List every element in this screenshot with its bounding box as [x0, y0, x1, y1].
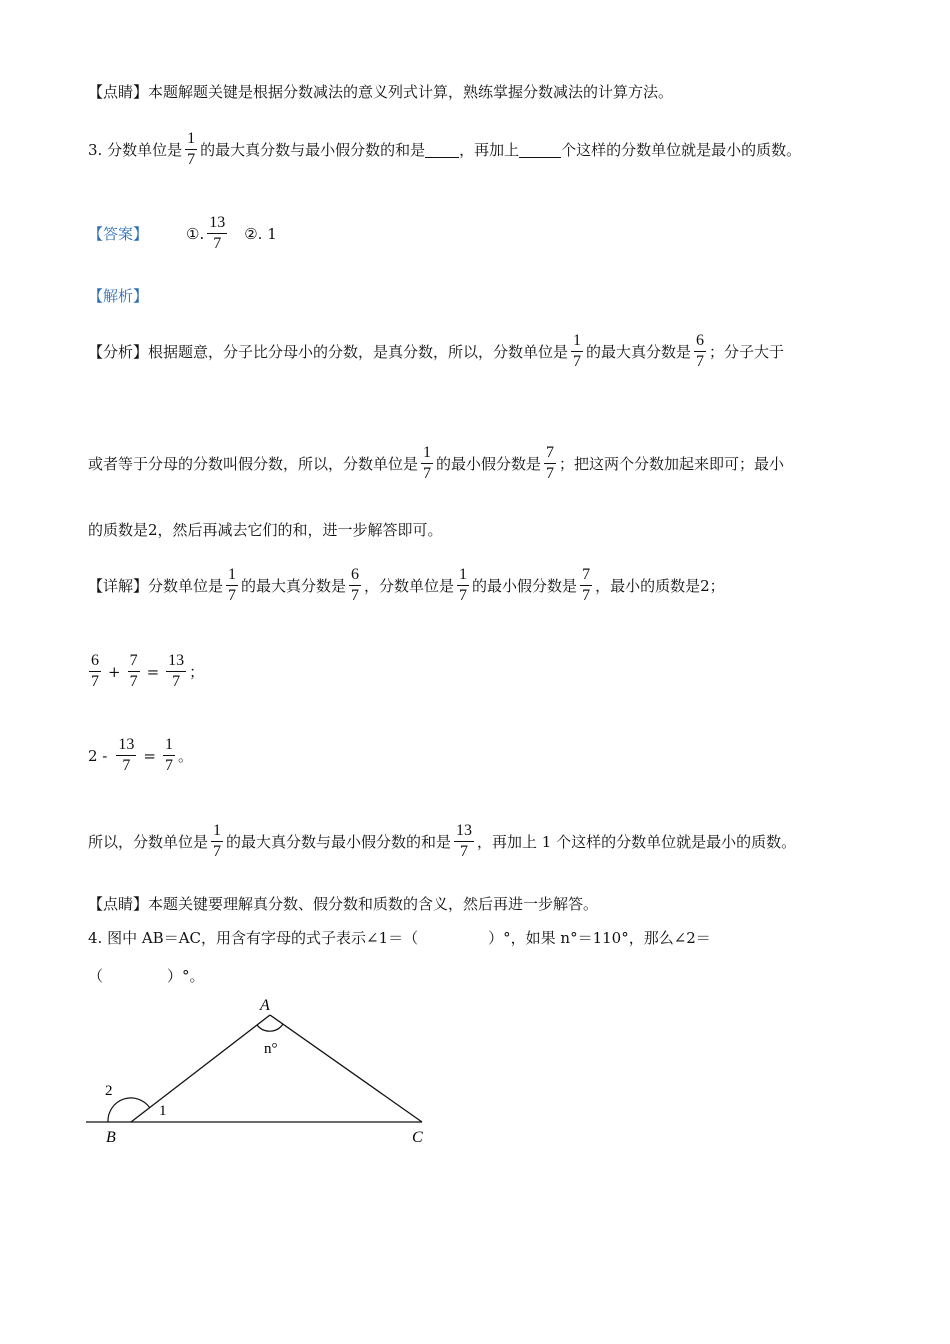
- detail-text: 的最小假分数是: [472, 576, 578, 595]
- q4-text: ）°。: [167, 967, 205, 985]
- dianjing-note-2: [88, 894, 598, 914]
- answer-blank-1[interactable]: [425, 141, 459, 158]
- fraction-thirteen-sevenths: $\frac{13}{7}$: [168, 652, 185, 690]
- equals-sign: =: [146, 662, 160, 681]
- angle-label-2: 2: [105, 1083, 113, 1099]
- equation-1: [86, 652, 204, 691]
- vertex-label-c: C: [412, 1129, 423, 1146]
- detail-text: ，分数单位是: [364, 576, 455, 595]
- side-ab: [131, 1015, 270, 1122]
- question-4-line-2: [88, 966, 205, 986]
- fraction-one-seventh: $\frac{1}{7}$: [187, 130, 196, 168]
- vertex-label-b: B: [106, 1129, 116, 1146]
- fraction-one-seventh: $\frac{1}{7}$: [423, 444, 432, 482]
- question-3: [88, 130, 801, 169]
- fraction-one-seventh: $\frac{1}{7}$: [573, 332, 582, 370]
- analysis-text: ；把这两个分数加起来即可；最小: [559, 454, 785, 473]
- analysis-line-2: [88, 444, 784, 483]
- answer-label: 【答案】: [88, 224, 149, 243]
- equals-sign: =: [143, 746, 156, 765]
- analysis-text: 【分析】根据题意，分子比分母小的分数，是真分数，所以，分数单位是: [88, 342, 569, 361]
- fraction-one-seventh: $\frac{1}{7}$: [228, 566, 237, 604]
- fraction-one-seventh: $\frac{1}{7}$: [164, 736, 173, 774]
- eq1-end: ；: [189, 662, 205, 681]
- fraction-one-seventh: $\frac{1}{7}$: [213, 822, 222, 860]
- jiexi-heading: [88, 286, 148, 306]
- detail-line: [88, 566, 725, 605]
- angle-label-1: 1: [159, 1103, 167, 1119]
- dianjing-text: 【点睛】本题关键要理解真分数、假分数和质数的含义，然后再进一步解答。: [88, 895, 599, 913]
- equation-2: [88, 736, 193, 775]
- q3-text-1: 3. 分数单位是: [88, 140, 183, 159]
- angle-n-arc: [257, 1024, 283, 1031]
- dianjing-text: 【点睛】本题解题关键是根据分数减法的意义列式计算，熟练掌握分数减法的计算方法。: [88, 83, 674, 101]
- question-4-line-1: [88, 928, 711, 948]
- analysis-text: 的质数是2，然后再减去它们的和，进一步解答即可。: [88, 521, 443, 539]
- dianjing-note-1: [88, 82, 673, 102]
- fraction-one-seventh: $\frac{1}{7}$: [459, 566, 468, 604]
- fraction-thirteen-sevenths: $\frac{13}{7}$: [118, 736, 135, 774]
- q3-text-4: 个这样的分数单位就是最小的质数。: [561, 140, 802, 159]
- jiexi-label: 【解析】: [88, 287, 149, 305]
- detail-text: ，最小的质数是2；: [595, 576, 725, 595]
- eq2-end: 。: [177, 746, 193, 765]
- fraction-seven-sevenths: $\frac{7}{7}$: [582, 566, 591, 604]
- conclusion-text: 所以，分数单位是: [88, 832, 209, 851]
- detail-text: 【详解】分数单位是: [88, 576, 224, 595]
- analysis-text: 或者等于分母的分数叫假分数，所以，分数单位是: [88, 454, 419, 473]
- fraction-seven-sevenths: $\frac{7}{7}$: [129, 652, 138, 690]
- q4-text: （: [88, 967, 104, 985]
- answer-2: ②. 1: [244, 224, 277, 243]
- side-ac: [270, 1015, 422, 1122]
- conclusion-text: 的最大真分数与最小假分数的和是: [226, 832, 452, 851]
- fraction-thirteen-sevenths: $\frac{13}{7}$: [209, 214, 226, 252]
- conclusion-text: ，再加上 1 个这样的分数单位就是最小的质数。: [477, 832, 797, 851]
- answer-blank-2[interactable]: [519, 141, 561, 158]
- q4-text: ）°，如果 n°＝110°，那么∠2＝: [488, 929, 711, 947]
- fraction-thirteen-sevenths: $\frac{13}{7}$: [456, 822, 473, 860]
- vertex-label-a: A: [260, 997, 270, 1014]
- q4-text: 4. 图中 AB＝AC，用含有字母的式子表示∠1＝（: [88, 929, 419, 947]
- fraction-six-sevenths: $\frac{6}{7}$: [351, 566, 360, 604]
- analysis-text: 的最小假分数是: [436, 454, 542, 473]
- triangle-figure: [80, 992, 440, 1152]
- q3-text-3: ，再加上: [459, 140, 520, 159]
- answer-line: [88, 214, 277, 253]
- angle-2-arc: [108, 1098, 150, 1122]
- fraction-six-sevenths: $\frac{6}{7}$: [696, 332, 705, 370]
- eq2-start: 2 -: [88, 746, 108, 765]
- answer-1-prefix: ①.: [186, 224, 205, 243]
- fraction-six-sevenths: $\frac{6}{7}$: [91, 652, 99, 690]
- conclusion-line: [88, 822, 796, 861]
- plus-sign: +: [108, 662, 121, 681]
- analysis-line-1: [88, 332, 784, 371]
- angle-label-n: n°: [264, 1041, 278, 1057]
- analysis-text: 的最大真分数是: [586, 342, 692, 361]
- fraction-seven-sevenths: $\frac{7}{7}$: [546, 444, 555, 482]
- detail-text: 的最大真分数是: [241, 576, 347, 595]
- q3-text-2: 的最大真分数与最小假分数的和是: [200, 140, 426, 159]
- analysis-text: ；分子大于: [709, 342, 785, 361]
- analysis-line-3: [88, 520, 443, 540]
